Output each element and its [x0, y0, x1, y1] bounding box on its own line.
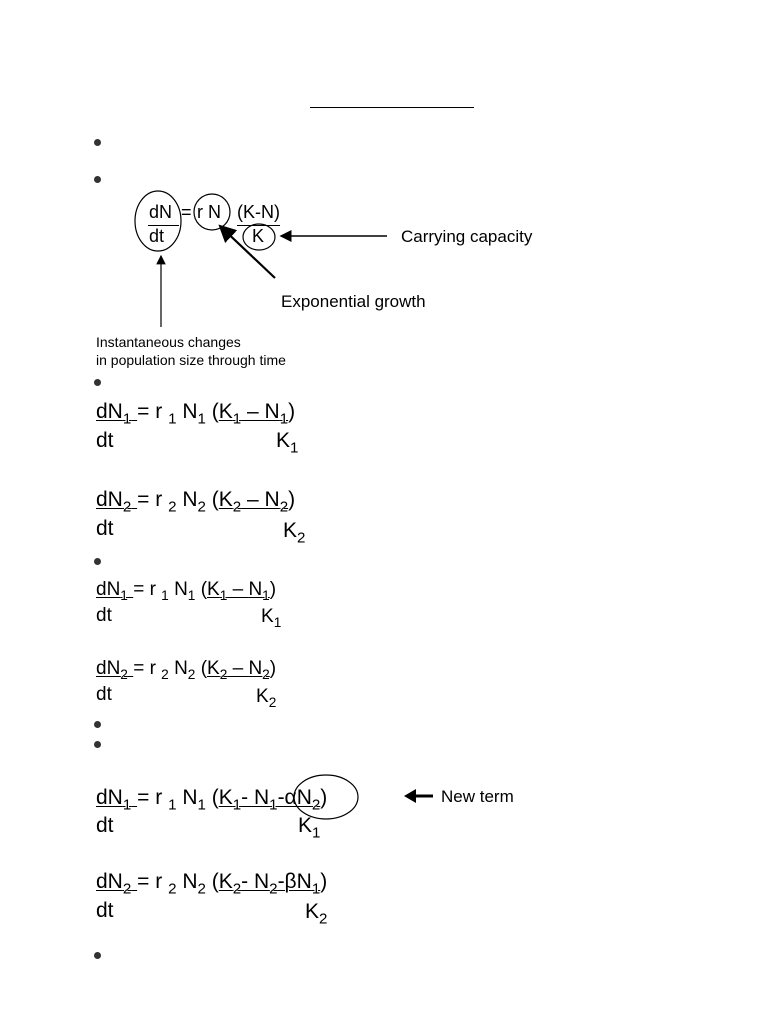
eq3-species1-dt: dt: [96, 814, 114, 837]
carrying-capacity-label: Carrying capacity: [401, 227, 533, 246]
eq1-species1-k: $K_1$: [276, 429, 299, 457]
logistic-kn: (K-N): [237, 202, 280, 222]
new-term-label: New term: [441, 787, 514, 806]
eq2-species2: $dN_2 = r$ $_2$ $N_2$ $(K_2 - N_2)$: [96, 658, 277, 682]
eq3-species2-dt: dt: [96, 899, 114, 922]
eq3-species2: $dN_2 = r$ $_2$ $N_2$ ($K_2-$ $N_2-\beta N_1$): [96, 870, 328, 898]
eq3-species1-k: $K_1$: [298, 814, 321, 842]
exponential-growth-label: Exponential growth: [281, 292, 426, 311]
bullet: [94, 741, 101, 748]
eq1-species2-dt: dt: [96, 517, 114, 540]
logistic-rn: r N: [197, 202, 221, 222]
eq2-species2-dt: dt: [96, 684, 112, 705]
logistic-eq: =: [181, 202, 192, 222]
bullet: [94, 952, 101, 959]
eq2-species2-k: $K_2$: [256, 686, 277, 710]
eq2-species1-k: $K_1$: [261, 606, 282, 630]
instantaneous-label-line1: Instantaneous changes: [96, 334, 241, 350]
logistic-k: K: [252, 226, 265, 246]
eq1-species2-k: $K_2$: [283, 519, 306, 547]
instantaneous-label-line2: in population size through time: [96, 352, 286, 368]
eq3-species1: $dN_1 = r$ $_1$ $N_1$ ($K_1-$ $N_1-\alpha N_2$): [96, 786, 328, 814]
new-term-annotation: [0, 760, 784, 840]
eq1-species2: $dN_2 = r$ $_2$ $N_2$ $(K_2 - N_2)$: [96, 488, 296, 516]
eq1-species1-dt: dt: [96, 429, 114, 452]
eq3-species2-k: $K_2$: [305, 900, 328, 928]
bullet: [94, 721, 101, 728]
eq1-species1: $dN_1 = r$ $_1$ $N_1$ $(K_1 - N_1)$: [96, 400, 296, 428]
eq2-species1: $dN_1 = r$ $_1$ $N_1$ $(K_1 - N_1)$: [96, 579, 277, 603]
bullet: [94, 558, 101, 565]
logistic-dt: dt: [149, 226, 165, 246]
eq2-species1-dt: dt: [96, 605, 112, 626]
logistic-dn: dN: [149, 202, 173, 222]
